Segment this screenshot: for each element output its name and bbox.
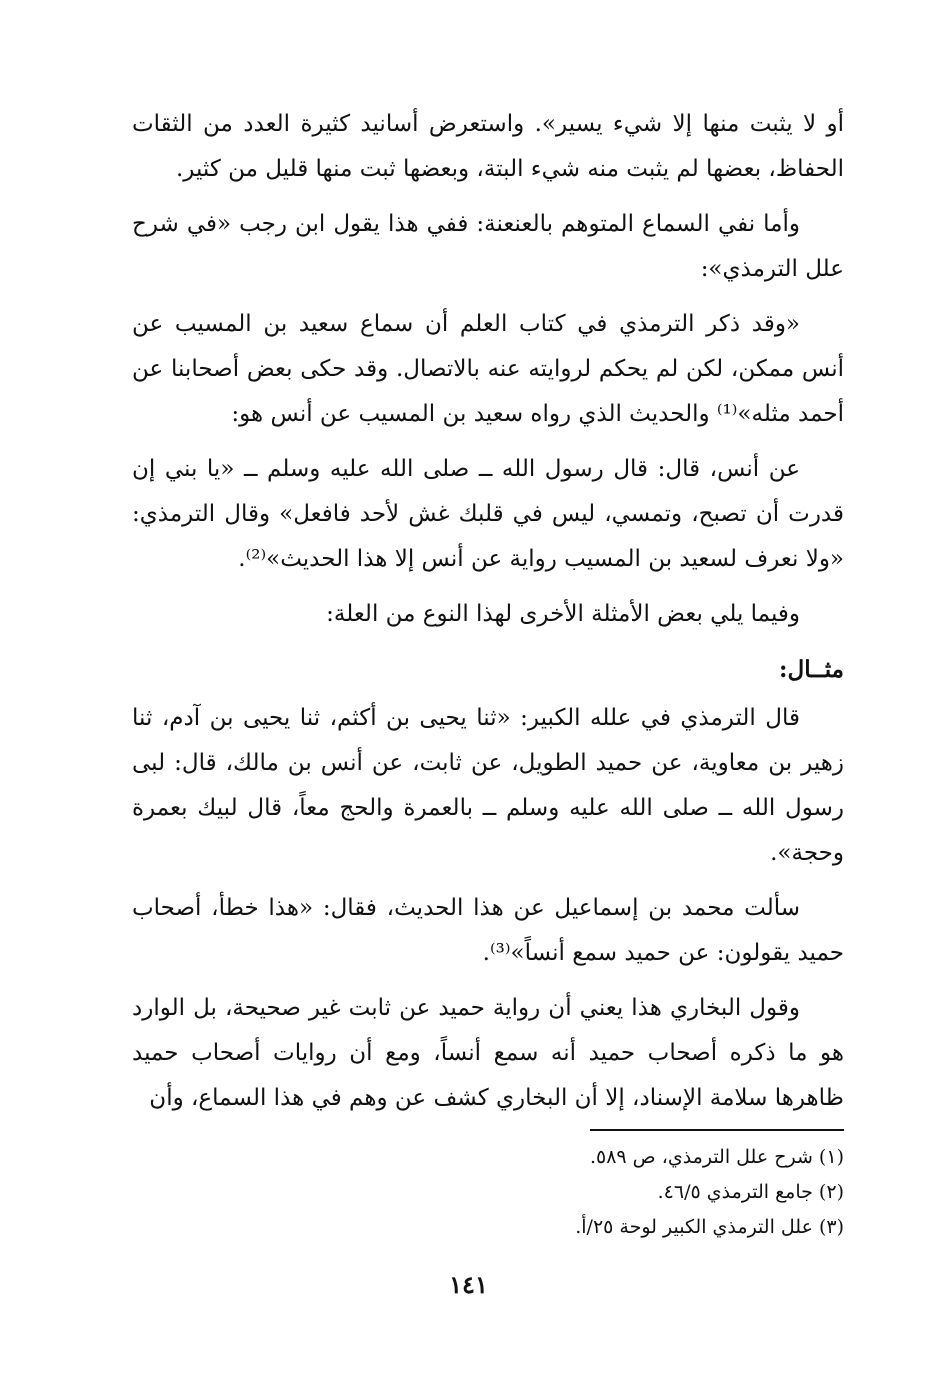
body-text	[132, 102, 844, 1131]
page-number: ١٤١	[449, 1270, 488, 1299]
example-heading: مثــال:	[779, 656, 844, 683]
paragraph-example-isnad: قال الترمذي في علله الكبير: «ثنا يحيى بن أكثم، ثنا يحيى بن آدم، ثنا زهير بن معاوية، عن حميد الطويل، عن ثابت، عن أنس بن مالك، قال: لبى رسول الله ــ صلى الله عليه وسلم ــ بالعمرة والحج معاً، قال لبيك بعمرة وحجة».	[132, 705, 844, 866]
paragraph-ibn-rajab: وأما نفي السماع المتوهم بالعنعنة: ففي هذا يقول ابن رجب «في شرح علل الترمذي»:	[132, 211, 844, 282]
footnote-divider	[590, 1129, 844, 1131]
paragraph-bukhari-answer: سألت محمد بن إسماعيل عن هذا الحديث، فقال: «هذا خطأ، أصحاب حميد يقولون: عن حميد سمع أنساً»⁽³⁾.	[132, 895, 844, 966]
paragraph-hadith-anas: عن أنس، قال: قال رسول الله ــ صلى الله عليه وسلم ــ «يا بني إن قدرت أن تصبح، وتمسي، ليس في قلبك غش لأحد فافعل» وقال الترمذي: «ولا نعرف لسعيد بن المسيب رواية عن أنس إلا هذا الحديث»⁽²⁾.	[132, 456, 844, 572]
footnotes	[132, 1140, 844, 1245]
paragraph-quote-tirmidhi: «وقد ذكر الترمذي في كتاب العلم أن سماع سعيد بن المسيب عن أنس ممكن، لكن لم يحكم لروايته عنه بالاتصال. وقد حكى بعض أصحابنا عن أحمد مثله»⁽¹⁾ والحديث الذي رواه سعيد بن المسيب عن أنس هو:	[132, 311, 844, 427]
paragraph-bukhari-comment: وقول البخاري هذا يعني أن رواية حميد عن ثابت غير صحيحة، بل الوارد هو ما ذكره أصحاب حميد أنه سمع أنساً، ومع أن روايات أصحاب حميد ظاهرها سلامة الإسناد، إلا أن البخاري كشف عن وهم في هذا السماع، وأن	[132, 995, 844, 1111]
footnote-2: (٢) جامع الترمذي ٤٦/٥.	[657, 1181, 844, 1203]
footnote-3: (٣) علل الترمذي الكبير لوحة ٢٥/أ.	[575, 1216, 844, 1238]
paragraph-examples-intro: وفيما يلي بعض الأمثلة الأخرى لهذا النوع من العلة:	[326, 601, 800, 627]
footnote-1: (١) شرح علل الترمذي، ص ٥٨٩.	[589, 1146, 844, 1168]
paragraph-continuation: أو لا يثبت منها إلا شيء يسير». واستعرض أسانيد كثيرة العدد من الثقات الحفاظ، بعضها لم يثبت منه شيء البتة، وبعضها ثبت منها قليل من كثير.	[132, 111, 844, 182]
